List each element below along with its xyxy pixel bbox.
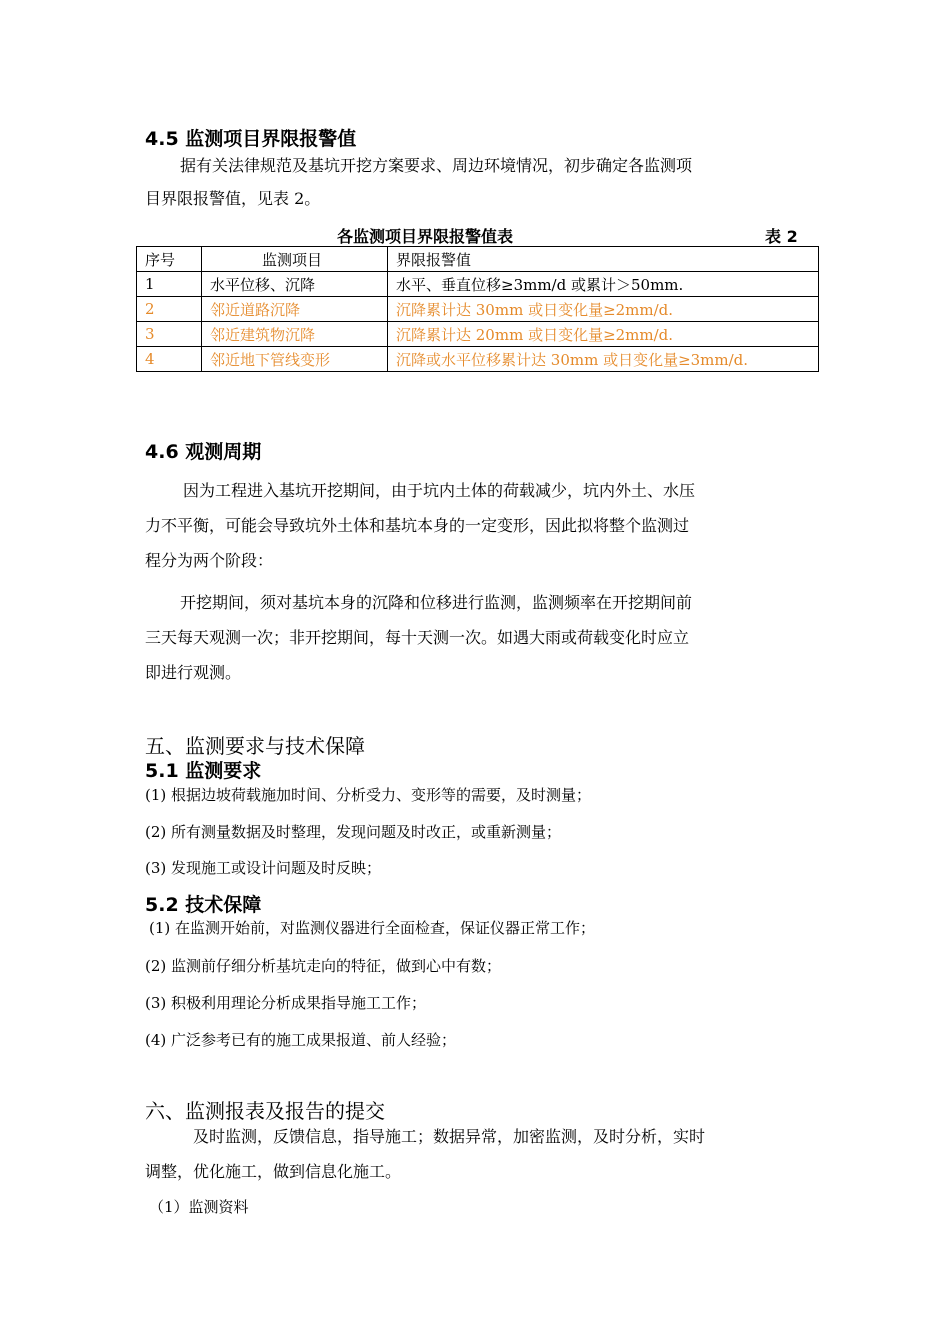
cell-seq: 3 xyxy=(137,322,202,347)
cell-item: 邻近地下管线变形 xyxy=(202,347,388,372)
list-item: (2) 所有测量数据及时整理，发现问题及时改正，或重新测量； xyxy=(145,823,562,841)
section-4-6-p2-line-2: 三天每天观测一次；非开挖期间，每十天测一次。如遇大雨或荷载变化时应立 xyxy=(145,628,690,647)
cell-item: 邻近道路沉降 xyxy=(202,297,388,322)
cell-item: 水平位移、沉降 xyxy=(202,272,388,297)
section-6-paragraph-line-1: 及时监测，反馈信息，指导施工；数据异常，加密监测，及时分析，实时 xyxy=(193,1127,706,1146)
header-threshold: 界限报警值 xyxy=(388,247,819,272)
section-4-6-p1-line-1: 因为工程进入基坑开挖期间，由于坑内土体的荷载减少，坑内外土、水压 xyxy=(183,481,696,500)
table-caption: 各监测项目界限报警值表 xyxy=(337,227,514,246)
cell-item: 邻近建筑物沉降 xyxy=(202,322,388,347)
section-4-6-p2-line-1: 开挖期间，须对基坑本身的沉降和位移进行监测，监测频率在开挖期间前 xyxy=(180,593,693,612)
list-item: (3) 积极利用理论分析成果指导施工工作； xyxy=(145,994,427,1012)
section-6-title: 六、监测报表及报告的提交 xyxy=(145,1099,385,1123)
section-5-1-title: 5.1 监测要求 xyxy=(145,760,262,782)
section-4-6-p1-line-2: 力不平衡，可能会导致坑外土体和基坑本身的一定变形，因此拟将整个监测过 xyxy=(145,516,690,535)
list-item: (4) 广泛参考已有的施工成果报道、前人经验； xyxy=(145,1031,457,1049)
cell-seq: 2 xyxy=(137,297,202,322)
cell-threshold: 沉降累计达 20mm 或日变化量≥2mm/d. xyxy=(388,322,819,347)
header-seq: 序号 xyxy=(137,247,202,272)
list-item: (3) 发现施工或设计问题及时反映； xyxy=(145,859,382,877)
section-4-5-title: 4.5 监测项目界限报警值 xyxy=(145,128,357,150)
alert-threshold-table xyxy=(136,246,819,372)
section-4-6-p1-line-3: 程分为两个阶段： xyxy=(145,551,274,570)
section-4-6-title: 4.6 观测周期 xyxy=(145,441,262,463)
section-6-paragraph-line-2: 调整，优化施工，做到信息化施工。 xyxy=(145,1162,402,1181)
table-row xyxy=(137,272,819,297)
cell-seq: 4 xyxy=(137,347,202,372)
list-item: (1) 根据边坡荷载施加时间、分析受力、变形等的需要，及时测量； xyxy=(145,786,592,804)
section-4-5-paragraph-line-1: 据有关法律规范及基坑开挖方案要求、周边环境情况，初步确定各监测项 xyxy=(180,156,693,175)
table-row xyxy=(137,322,819,347)
list-item: (1) 在监测开始前，对监测仪器进行全面检查，保证仪器正常工作； xyxy=(149,919,596,937)
list-item: （1）监测资料 xyxy=(149,1198,249,1216)
table-row xyxy=(137,297,819,322)
table-row xyxy=(137,347,819,372)
header-item: 监测项目 xyxy=(202,247,388,272)
cell-threshold: 沉降或水平位移累计达 30mm 或日变化量≥3mm/d. xyxy=(388,347,819,372)
cell-threshold: 水平、垂直位移≥3mm/d 或累计＞50mm. xyxy=(388,272,819,297)
table-header-row xyxy=(137,247,819,272)
list-item: (2) 监测前仔细分析基坑走向的特征，做到心中有数； xyxy=(145,957,502,975)
section-4-6-p2-line-3: 即进行观测。 xyxy=(145,663,242,682)
cell-threshold: 沉降累计达 30mm 或日变化量≥2mm/d. xyxy=(388,297,819,322)
table-number: 表 2 xyxy=(765,227,798,246)
cell-seq: 1 xyxy=(137,272,202,297)
section-5-2-title: 5.2 技术保障 xyxy=(145,894,262,916)
section-5-title: 五、监测要求与技术保障 xyxy=(145,734,365,758)
section-4-5-paragraph-line-2: 目界限报警值，见表 2。 xyxy=(145,189,321,208)
